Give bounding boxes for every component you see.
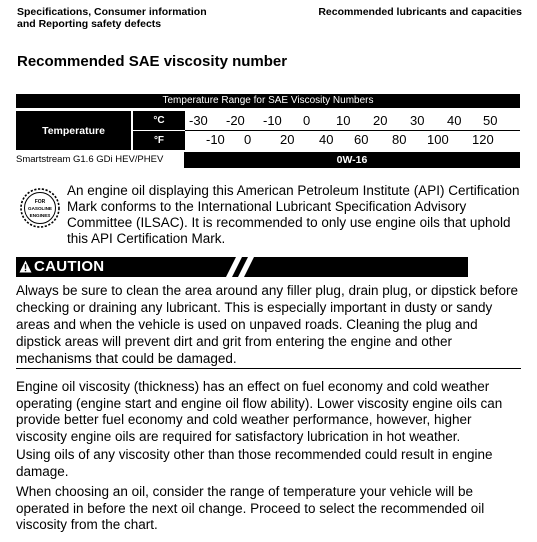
header-left-line2: and Reporting safety defects	[17, 18, 162, 30]
paragraph-engine-damage: Using oils of any viscosity other than those recommended could result in engine damage.	[16, 447, 493, 479]
fahrenheit-tick-label: -10	[206, 132, 225, 147]
section-title: Recommended SAE viscosity number	[17, 53, 288, 70]
header-left-line1: Specifications, Consumer information	[17, 6, 207, 18]
temperature-label: Temperature	[16, 111, 131, 150]
api-certification-starburst-icon	[20, 188, 60, 228]
celsius-tick-label: 50	[483, 113, 498, 128]
celsius-tick-label: 30	[410, 113, 425, 128]
svg-text:ENGINES: ENGINES	[29, 213, 51, 218]
scale-divider	[185, 130, 520, 131]
caution-bottom-rule	[16, 368, 521, 369]
celsius-tick-label: 20	[373, 113, 388, 128]
fahrenheit-tick-label: 80	[392, 132, 407, 147]
oil-grade-bar: 0W-16	[184, 152, 520, 168]
fahrenheit-tick-label: 20	[280, 132, 295, 147]
running-header-right: Recommended lubricants and capacities	[318, 6, 522, 18]
celsius-unit: °C	[133, 111, 185, 130]
temperature-scale	[185, 111, 520, 150]
fahrenheit-tick-label: 120	[472, 132, 494, 147]
svg-text:GASOLINE: GASOLINE	[28, 206, 52, 211]
celsius-tick-label: -30	[189, 113, 208, 128]
caution-label: CAUTION	[34, 258, 105, 275]
fahrenheit-tick-label: 100	[427, 132, 449, 147]
fahrenheit-unit: °F	[133, 131, 185, 150]
fahrenheit-tick-label: 0	[244, 132, 252, 147]
fahrenheit-tick-label: 40	[319, 132, 334, 147]
celsius-tick-label: 0	[303, 113, 311, 128]
running-header-left	[17, 6, 207, 30]
caution-banner	[16, 257, 468, 277]
table-caption: Temperature Range for SAE Viscosity Numbers	[16, 94, 520, 108]
celsius-tick-label: 10	[336, 113, 351, 128]
viscosity-table	[16, 94, 520, 166]
celsius-tick-label: 40	[447, 113, 462, 128]
paragraph-oil-viscosity: Engine oil viscosity (thickness) has an effect on fuel economy and cold weather operating (engine start and engine oil flow ability). Lower viscosity engine oils can provide better fuel economy and cold weather performance, however, higher viscosity engine oils are required for satisfactory lubrication in hot weather.	[16, 379, 503, 444]
celsius-tick-label: -20	[226, 113, 245, 128]
celsius-tick-label: -10	[263, 113, 282, 128]
fahrenheit-tick-label: 60	[354, 132, 369, 147]
api-certification-text: An engine oil displaying this American Petroleum Institute (API) Certification Mark conforms to the International Lubricant Specification Advisory Committee (ILSAC). It is recommended to only use engine oils that uphold this API Certification Mark.	[67, 183, 520, 246]
caution-slash-decoration	[226, 257, 258, 277]
engine-name: Smartstream G1.6 GDi HEV/PHEV	[16, 154, 164, 165]
paragraph-choosing-oil: When choosing an oil, consider the range of temperature your vehicle will be operated in before the next oil change. Proceed to select the recommended oil viscosity from the chart.	[16, 484, 485, 532]
caution-text: Always be sure to clean the area around any filler plug, drain plug, or dipstick before checking or draining any lubricant. This is especially important in dusty or sandy areas and when the vehicle is used on unpaved roads. Cleaning the plug and dipstick areas will prevent dirt and grit from entering the engine and other mechanisms that could be damaged.	[16, 283, 519, 366]
svg-text:FOR: FOR	[34, 199, 46, 205]
warning-triangle-icon	[19, 260, 32, 273]
